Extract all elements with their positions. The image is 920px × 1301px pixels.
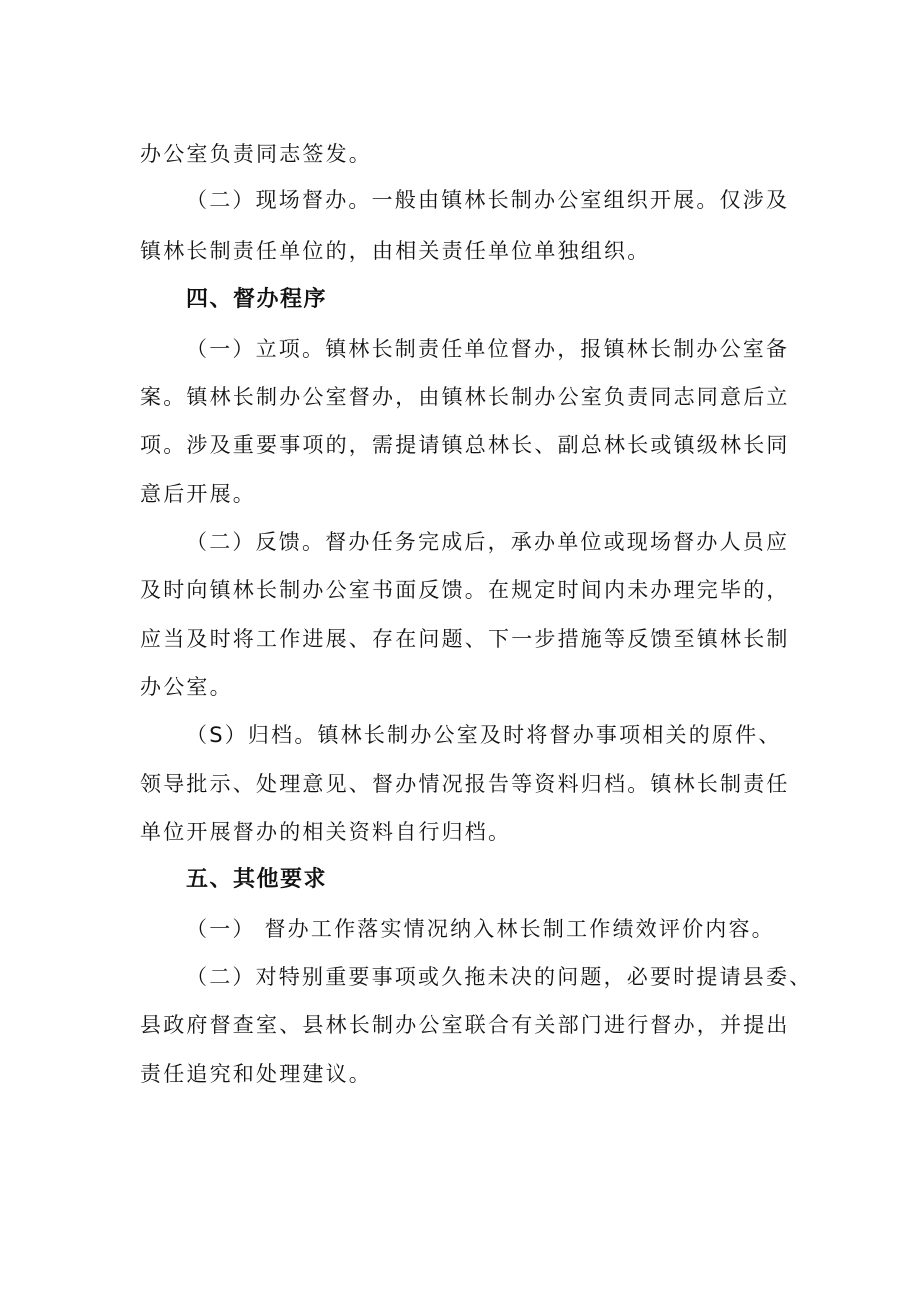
- text-line: 责任追究和处理建议。: [140, 1062, 372, 1086]
- text-line: 领导批示、处理意见、督办情况报告等资料归档。镇林长制责任: [140, 772, 790, 796]
- text-line: （二）反馈。督办任务完成后，承办单位或现场督办人员应: [186, 530, 790, 554]
- text-line: （一） 督办工作落实情况纳入林长制工作绩效评价内容。: [186, 917, 775, 941]
- text-line: 案。镇林长制办公室督办，由镇林长制办公室负责同志同意后立: [140, 385, 790, 409]
- text-line: （一）立项。镇林长制责任单位督办，报镇林长制办公室备: [186, 337, 790, 361]
- text-line: 意后开展。: [140, 482, 256, 506]
- text-line: （二）现场督办。一般由镇林长制办公室组织开展。仅涉及: [186, 188, 790, 212]
- text-line: 应当及时将工作进展、存在问题、下一步措施等反馈至镇林长制: [140, 627, 790, 651]
- section-heading: 四、督办程序: [186, 287, 328, 312]
- text-line: （二）对特别重要事项或久拖未决的问题，必要时提请县委、: [186, 965, 813, 989]
- text-line: （S）归档。镇林长制办公室及时将督办事项相关的原件、: [186, 723, 782, 747]
- text-line: 办公室负责同志签发。: [140, 142, 372, 166]
- text-line: 及时向镇林长制办公室书面反馈。在规定时间内未办理完毕的，: [140, 578, 790, 602]
- section-heading: 五、其他要求: [186, 867, 328, 892]
- text-line: 项。涉及重要事项的，需提请镇总林长、副总林长或镇级林长同: [140, 433, 790, 457]
- text-line: 县政府督查室、县林长制办公室联合有关部门进行督办，并提出: [140, 1013, 790, 1037]
- text-line: 镇林长制责任单位的，由相关责任单位单独组织。: [140, 239, 651, 263]
- text-line: 办公室。: [140, 675, 233, 699]
- text-line: 单位开展督办的相关资料自行归档。: [140, 820, 512, 844]
